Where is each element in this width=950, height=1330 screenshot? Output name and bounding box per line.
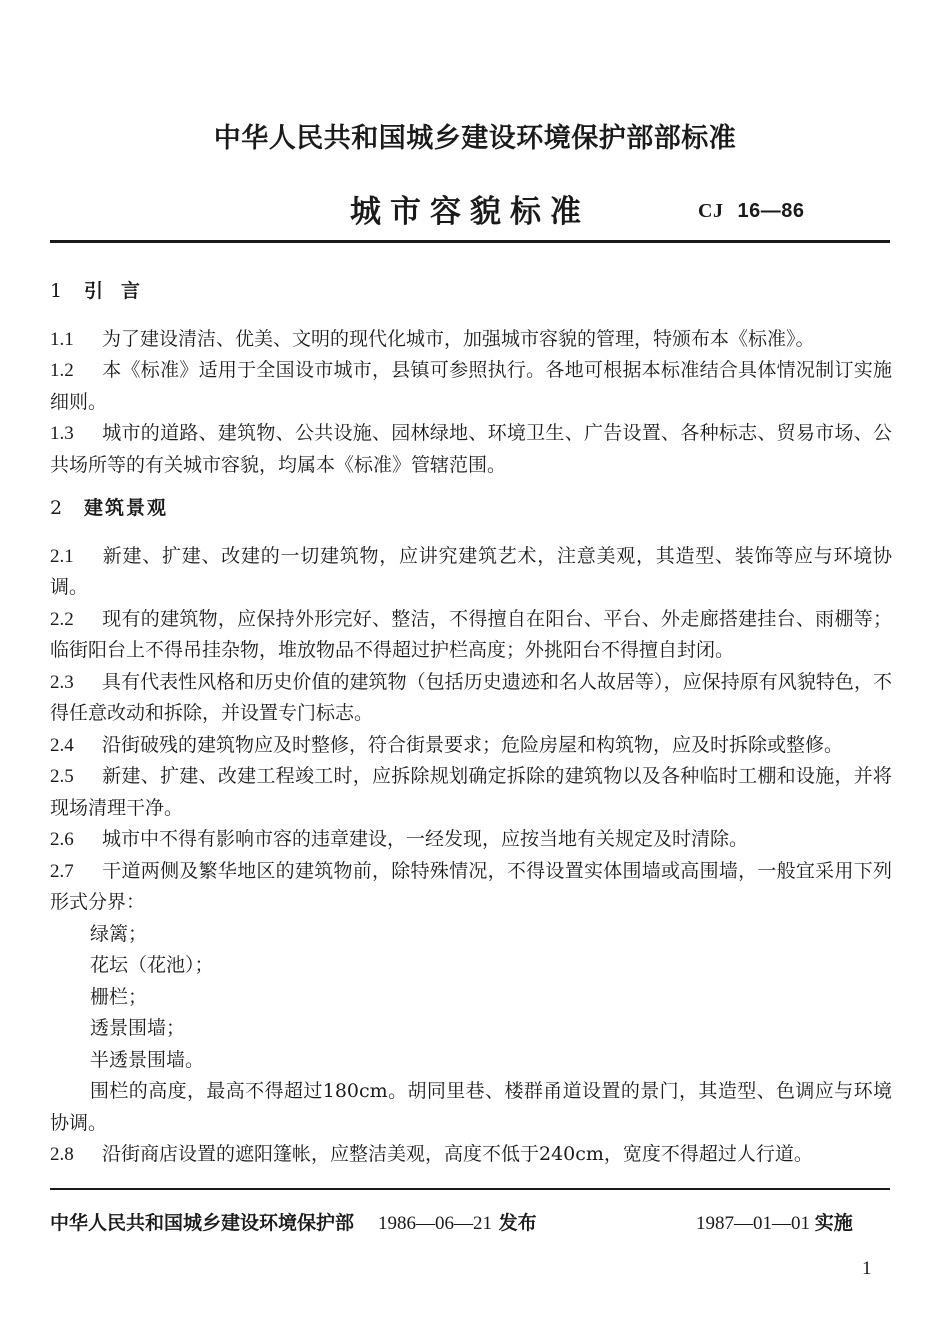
list-item-fence: 栅栏； — [90, 985, 148, 1008]
issuer-name: 中华人民共和国城乡建设环境保护部 — [50, 1212, 355, 1234]
clause-text: 城市的道路、建筑物、公共设施、园林绿地、环境卫生、广告设置、各种标志、贸易市场、公共场所等的有关城市容貌，均属本《标准》管辖范围。 — [50, 422, 892, 476]
list-item-semi-see-through-wall: 半透景围墙。 — [90, 1048, 205, 1071]
clause-2-8 — [50, 1139, 892, 1171]
standard-code-prefix: CJ — [698, 200, 724, 222]
clause-1-1 — [50, 324, 892, 356]
clause-text: 本《标准》适用于全国设市城市，县镇可参照执行。各地可根据本标准结合具体情况制订实施细则。 — [50, 359, 892, 413]
standard-title: 城市容貌标准 — [350, 194, 590, 230]
clause-text: 为了建设清洁、优美、文明的现代化城市，加强城市容貌的管理，特颁布本《标准》。 — [102, 327, 815, 350]
clause-number: 2.7 — [50, 860, 74, 882]
organization-title: 中华人民共和国城乡建设环境保护部部标准 — [213, 123, 737, 154]
clause-text: 干道两侧及繁华地区的建筑物前，除特殊情况，不得设置实体围墙或高围墙，一般宜采用下列形式分界： — [50, 859, 892, 913]
footer-rule — [50, 1188, 890, 1190]
page-number: 1 — [862, 1258, 872, 1279]
spacer — [50, 481, 892, 491]
clause-number: 1.1 — [50, 328, 74, 350]
section-title: 建筑景观 — [84, 497, 169, 519]
section-number: 1 — [50, 280, 63, 302]
clause-number: 2.8 — [50, 1144, 74, 1165]
clause-text: 具有代表性风格和历史价值的建筑物（包括历史遗迹和名人故居等），应保持原有风貌特色，不得任意改动和拆除，并设置专门标志。 — [50, 670, 892, 724]
clause-number: 2.3 — [50, 671, 74, 693]
footer-issuer — [50, 1208, 537, 1235]
clause-2-6 — [50, 824, 892, 856]
clause-1-2 — [50, 355, 892, 418]
clause-2-2 — [50, 604, 892, 667]
clause-text: 沿街商店设置的遮阳篷帐，应整洁美观，高度不低于240cm，宽度不得超过人行道。 — [102, 1143, 813, 1165]
list-item-hedge: 绿篱； — [90, 922, 148, 945]
section-title: 引言 — [84, 280, 159, 302]
clause-text: 现有的建筑物，应保持外形完好、整洁，不得擅自在阳台、平台、外走廊搭建挂台、雨棚等；临街阳台上不得吊挂杂物，堆放物品不得超过护栏高度；外挑阳台不得擅自封闭。 — [50, 607, 892, 661]
document-body — [50, 274, 892, 1171]
clause-number: 2.6 — [50, 829, 74, 850]
standard-code-number: 16—86 — [737, 200, 805, 222]
implement-label: 实施 — [814, 1212, 853, 1234]
clause-number: 1.3 — [50, 423, 74, 444]
standard-code — [698, 200, 804, 223]
clause-number: 2.1 — [50, 545, 74, 567]
section-heading-architecture — [50, 493, 892, 525]
clause-2-7 — [50, 856, 892, 919]
list-item-flowerbed: 花坛（花池）； — [90, 954, 214, 976]
clause-text: 新建、扩建、改建的一切建筑物，应讲究建筑艺术，注意美观，其造型、装饰等应与环境协调。 — [50, 544, 892, 598]
clause-number: 2.2 — [50, 608, 74, 630]
header-rule — [50, 240, 890, 243]
section-number: 2 — [50, 497, 63, 519]
clause-2-5 — [50, 761, 892, 824]
clause-text: 沿街破残的建筑物应及时整修，符合街景要求；危险房屋和构筑物，应及时拆除或整修。 — [102, 733, 844, 756]
list-item-see-through-wall: 透景围墙； — [90, 1017, 186, 1039]
issue-date: 1986—06—21 — [378, 1213, 493, 1234]
clause-1-3 — [50, 418, 892, 481]
section-heading-introduction — [50, 276, 892, 308]
clause-2-1 — [50, 541, 892, 604]
clause-text: 城市中不得有影响市容的违章建设，一经发现，应按当地有关规定及时清除。 — [102, 828, 749, 850]
footer-implementation — [696, 1208, 853, 1235]
clause-number: 1.2 — [50, 360, 74, 381]
clause-2-3 — [50, 667, 892, 730]
clause-number: 2.4 — [50, 734, 74, 756]
clause-2-4 — [50, 730, 892, 762]
clause-number: 2.5 — [50, 766, 74, 787]
implement-date: 1987—01—01 — [696, 1213, 810, 1234]
fence-height-note: 围栏的高度，最高不得超过180cm。胡同里巷、楼群甬道设置的景门，其造型、色调应与环境协调。 — [50, 1080, 892, 1134]
issue-label: 发布 — [498, 1212, 537, 1234]
clause-text: 新建、扩建、改建工程竣工时，应拆除规划确定拆除的建筑物以及各种临时工棚和设施，并将现场清理干净。 — [50, 765, 892, 819]
